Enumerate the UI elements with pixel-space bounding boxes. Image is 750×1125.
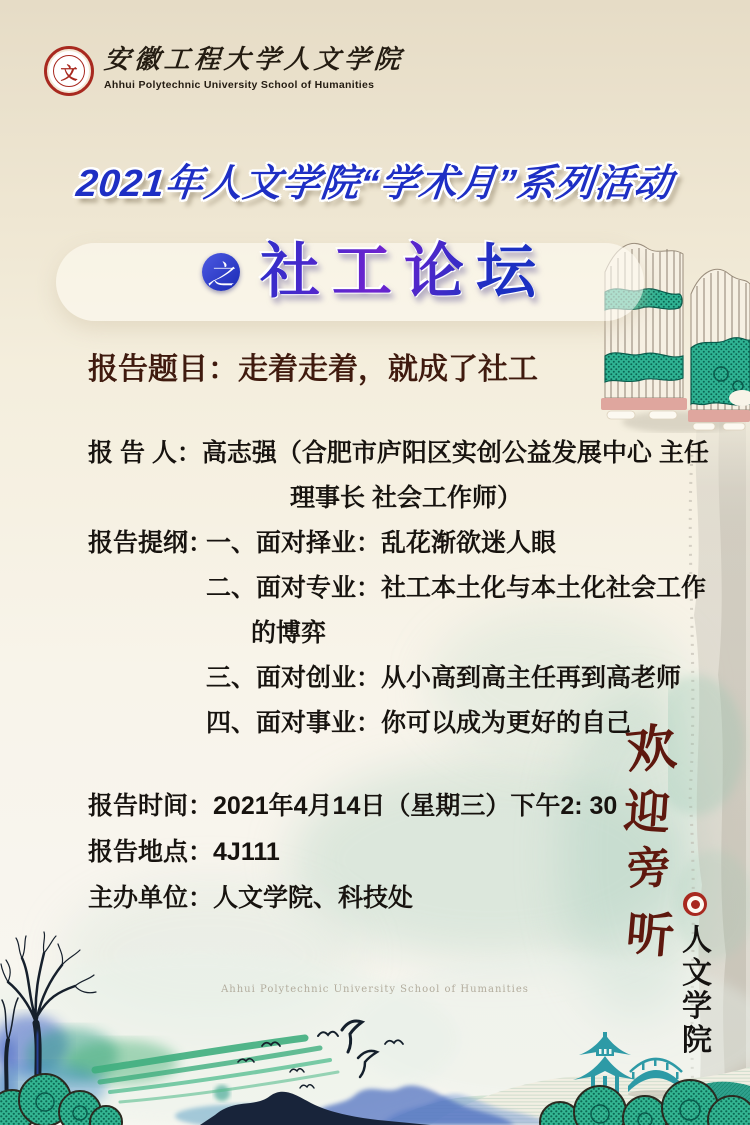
outline-item-1: 一、面对择业：乱花渐欲迷人眼 [206,529,557,557]
welcome-char-2: 迎 [622,783,672,841]
report-outline-label: 报告提纲： [88,529,214,557]
university-name-en: Ahhui Polytechnic University School of Humanities [104,78,375,91]
report-topic-label: 报告题目： [88,353,238,386]
university-brand [44,46,404,96]
report-time-line [88,791,617,821]
report-time-label: 报告时间： [88,792,214,820]
welcome-char-1: 欢 [623,716,679,781]
report-speaker-line [88,438,709,468]
report-time-value: 2021年4月14日（星期三）下午2: 30 [213,792,618,820]
forum-title: 社工论坛 [260,224,548,310]
report-venue-line [88,837,280,867]
report-venue-value: 4J111 [213,838,280,866]
report-topic-line [88,352,538,388]
mini-seal-icon [683,892,707,916]
outline-item-2: 二、面对专业：社工本土化与本土化社会工作 [206,574,707,602]
welcome-char-4: 听 [623,905,677,965]
report-speaker-label: 报 告 人： [88,439,202,467]
report-host-value: 人文学院、科技处 [213,884,414,912]
report-speaker-line2: 理事长 社会工作师） [290,484,522,512]
outline-item-3: 三、面对创业：从小高到高主任再到高老师 [206,664,682,692]
welcome-char-3: 旁 [625,841,673,896]
forum-title-row [0,224,750,310]
report-topic-text: 走着走着，就成了社工 [238,353,538,386]
university-seal-icon [44,46,94,96]
seal-glyph: 文 [60,63,78,84]
outline-item-2-cont: 的博弈 [251,619,327,647]
series-title: 2021年人文学院“学术月”系列活动 [74,163,675,205]
university-name-cn: 安徽工程大学人文学院 [102,45,406,75]
report-speaker-text: 高志强（合肥市庐阳区实创公益发展中心 主任 [201,439,709,467]
college-char-4: 院 [682,1024,712,1057]
report-host-label: 主办单位： [88,884,214,912]
college-char-1: 人 [682,924,712,957]
zhi-badge: 之 [202,253,240,291]
outline-item-4: 四、面对事业：你可以成为更好的自己 [206,709,632,737]
college-char-2: 文 [682,957,712,990]
report-host-line [88,883,413,913]
report-venue-label: 报告地点： [88,838,214,866]
watermark-text: Ahhui Polytechnic University School of Humanities [221,984,529,995]
college-char-3: 学 [682,990,712,1023]
